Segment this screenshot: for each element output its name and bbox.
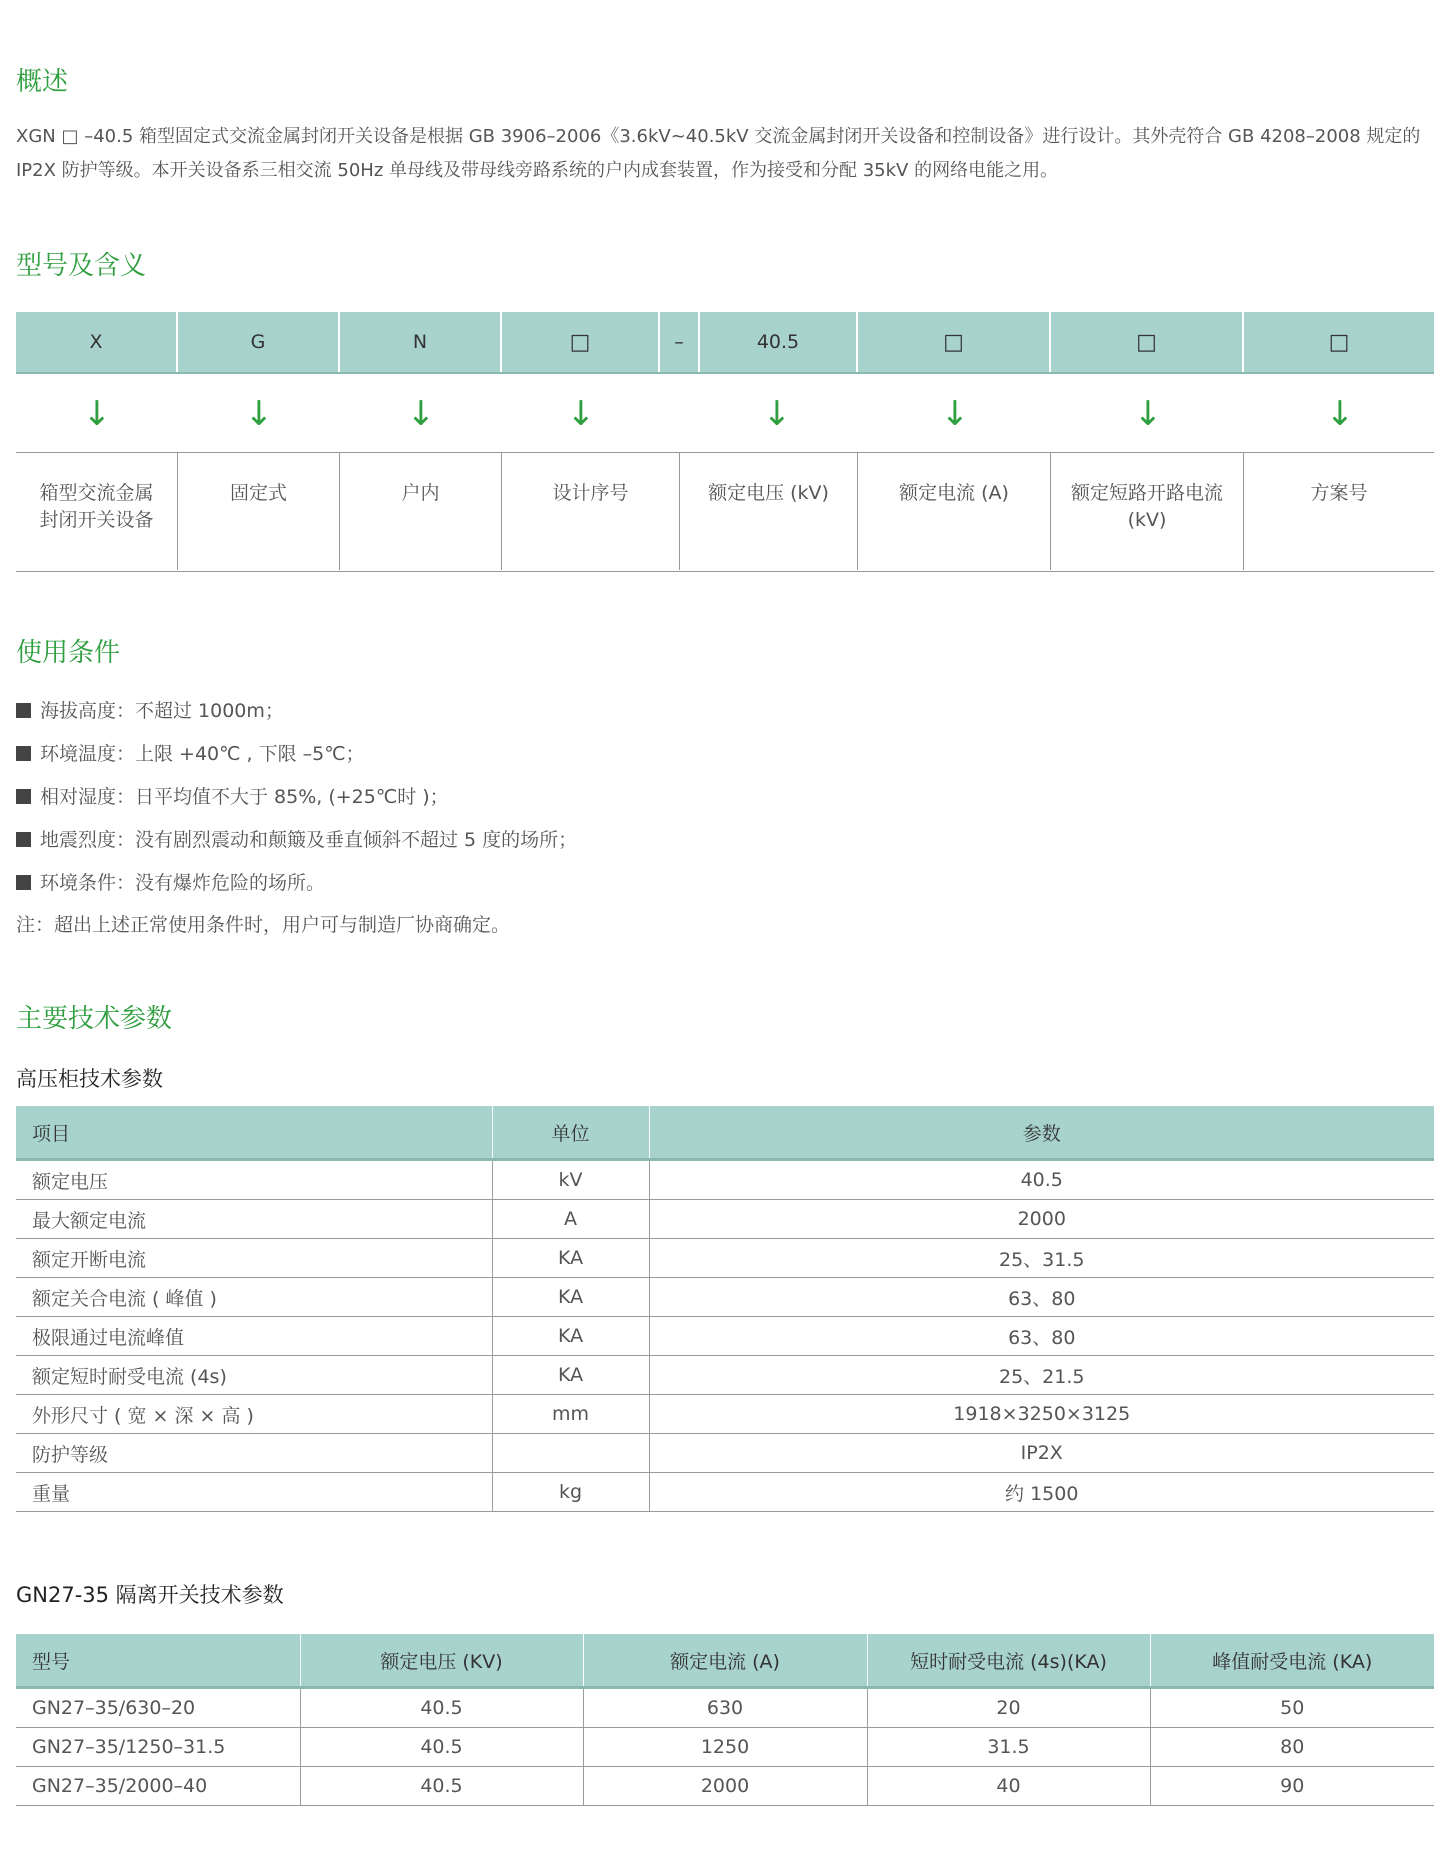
column-header: 单位 (492, 1106, 649, 1160)
meaning-short-circuit: 额定短路开路电流 (kV) (1051, 453, 1244, 570)
table-cell: 额定关合电流 ( 峰值 ) (16, 1278, 492, 1317)
column-header: 额定电压 (KV) (300, 1634, 583, 1688)
table-row (16, 1767, 1434, 1806)
table-cell (492, 1434, 649, 1473)
column-header: 额定电流 (A) (583, 1634, 867, 1688)
condition-item: 环境条件：没有爆炸危险的场所。 (16, 874, 325, 893)
table-cell: 25、31.5 (649, 1239, 1434, 1278)
table-cell: 63、80 (649, 1278, 1434, 1317)
model-code-g: G (178, 312, 340, 372)
meaning-scheme: 方案号 (1310, 482, 1368, 504)
meaning-fixed: 固定式 (178, 453, 340, 570)
column-header: 峰值耐受电流 (KA) (1150, 1634, 1434, 1688)
table-cell: KA (492, 1239, 649, 1278)
column-header: 参数 (649, 1106, 1434, 1160)
hv-table-title: 高压柜技术参数 (16, 1067, 163, 1091)
table-cell: 额定开断电流 (16, 1239, 492, 1278)
table-row (16, 1239, 1434, 1278)
params-title: 主要技术参数 (16, 1004, 173, 1034)
overview-text: XGN □ –40.5 箱型固定式交流金属封闭开关设备是根据 GB 3906–2006《3.6kV~40.5kV 交流金属封闭开关设备和控制设备》进行设计。其外壳符合 GB 4208–2008 规定的 IP2X 防护等级。本开关设备系三相交流 50Hz 单母线及带母线旁路系统的户内成套装置，作为接受和分配 35kV 的网络电能之用。 (16, 126, 1421, 181)
table-cell: 2000 (649, 1200, 1434, 1239)
gn-params-table (16, 1634, 1434, 1806)
table-cell: 40.5 (300, 1728, 583, 1767)
table-cell: 80 (1150, 1728, 1434, 1767)
table-cell: 40.5 (649, 1160, 1434, 1200)
table-cell: 重量 (16, 1473, 492, 1512)
meaning-indoor: 户内 (340, 453, 502, 570)
table-cell: 极限通过电流峰值 (16, 1317, 492, 1356)
arrow-down-icon: ↓ (406, 394, 436, 434)
table-cell: KA (492, 1317, 649, 1356)
table-cell: 额定短时耐受电流 (4s) (16, 1356, 492, 1395)
condition-item: 环境温度：上限 +40℃ , 下限 –5℃； (16, 745, 365, 764)
conditions-note: 注：超出上述正常使用条件时，用户可与制造厂协商确定。 (16, 914, 511, 936)
table-row (16, 1356, 1434, 1395)
model-code-scheme: □ (1328, 329, 1350, 355)
model-code-design: □ (502, 312, 660, 372)
table-cell: 最大额定电流 (16, 1200, 492, 1239)
column-header: 短时耐受电流 (4s)(KA) (867, 1634, 1150, 1688)
table-cell: mm (492, 1395, 649, 1434)
table-header-row (16, 1106, 1434, 1160)
meaning-enclosure: 箱型交流金属 封闭开关设备 (16, 453, 178, 570)
arrow-down-icon: ↓ (1325, 394, 1355, 434)
table-cell: 40.5 (300, 1767, 583, 1806)
square-bullet-icon (16, 875, 31, 890)
table-cell: GN27–35/630–20 (16, 1688, 300, 1728)
gn-table-title: GN27-35 隔离开关技术参数 (16, 1583, 284, 1607)
table-cell: 外形尺寸 ( 宽 × 深 × 高 ) (16, 1395, 492, 1434)
table-cell: GN27–35/1250–31.5 (16, 1728, 300, 1767)
table-row (16, 1395, 1434, 1434)
column-header: 型号 (16, 1634, 300, 1688)
arrow-down-icon: ↓ (244, 394, 274, 434)
table-cell: 1250 (583, 1728, 867, 1767)
table-row (16, 1200, 1434, 1239)
table-cell: 2000 (583, 1767, 867, 1806)
condition-item: 相对湿度：日平均值不大于 85%, (+25℃时 )； (16, 788, 449, 807)
model-code-short-circuit: □ (1051, 312, 1244, 372)
condition-item: 海拔高度：不超过 1000m； (16, 702, 284, 721)
table-cell: kg (492, 1473, 649, 1512)
overview-title: 概述 (16, 67, 69, 97)
table-cell: 630 (583, 1688, 867, 1728)
meaning-rated-voltage: 额定电压 (kV) (680, 453, 858, 570)
hv-params-table (16, 1106, 1434, 1512)
model-title: 型号及含义 (16, 251, 147, 281)
table-cell: 约 1500 (649, 1473, 1434, 1512)
conditions-title: 使用条件 (16, 638, 121, 668)
column-header: 项目 (16, 1106, 492, 1160)
table-row (16, 1688, 1434, 1728)
table-cell: kV (492, 1160, 649, 1200)
table-cell: A (492, 1200, 649, 1239)
model-meaning-row (16, 452, 1434, 572)
table-cell: 40 (867, 1767, 1150, 1806)
table-cell: 50 (1150, 1688, 1434, 1728)
table-cell: 40.5 (300, 1688, 583, 1728)
table-cell: 1918×3250×3125 (649, 1395, 1434, 1434)
table-cell: 25、21.5 (649, 1356, 1434, 1395)
arrow-down-icon: ↓ (82, 394, 112, 434)
table-row (16, 1728, 1434, 1767)
table-cell: 防护等级 (16, 1434, 492, 1473)
arrow-down-icon: ↓ (940, 394, 970, 434)
table-row (16, 1473, 1434, 1512)
table-row (16, 1317, 1434, 1356)
table-cell: 额定电压 (16, 1160, 492, 1200)
meaning-rated-current: 额定电流 (A) (858, 453, 1051, 570)
square-bullet-icon (16, 746, 31, 761)
arrow-down-icon: ↓ (762, 394, 792, 434)
table-cell: 31.5 (867, 1728, 1150, 1767)
table-cell: 90 (1150, 1767, 1434, 1806)
table-header-row (16, 1634, 1434, 1688)
model-code-dash: – (660, 312, 700, 372)
square-bullet-icon (16, 789, 31, 804)
square-bullet-icon (16, 703, 31, 718)
table-row (16, 1160, 1434, 1200)
model-code-voltage: 40.5 (700, 312, 858, 372)
square-bullet-icon (16, 832, 31, 847)
arrow-down-icon: ↓ (1133, 394, 1163, 434)
table-row (16, 1434, 1434, 1473)
model-code-x: X (16, 312, 178, 372)
model-code-n: N (340, 312, 502, 372)
meaning-design-no: 设计序号 (502, 453, 680, 570)
model-code-current: □ (858, 312, 1051, 372)
table-cell: 63、80 (649, 1317, 1434, 1356)
table-cell: KA (492, 1278, 649, 1317)
condition-item: 地震烈度：没有剧烈震动和颠簸及垂直倾斜不超过 5 度的场所； (16, 831, 577, 850)
arrow-down-icon: ↓ (566, 394, 596, 434)
table-cell: IP2X (649, 1434, 1434, 1473)
table-cell: GN27–35/2000–40 (16, 1767, 300, 1806)
model-code-row (16, 312, 1434, 374)
table-cell: 20 (867, 1688, 1150, 1728)
table-cell: KA (492, 1356, 649, 1395)
table-row (16, 1278, 1434, 1317)
